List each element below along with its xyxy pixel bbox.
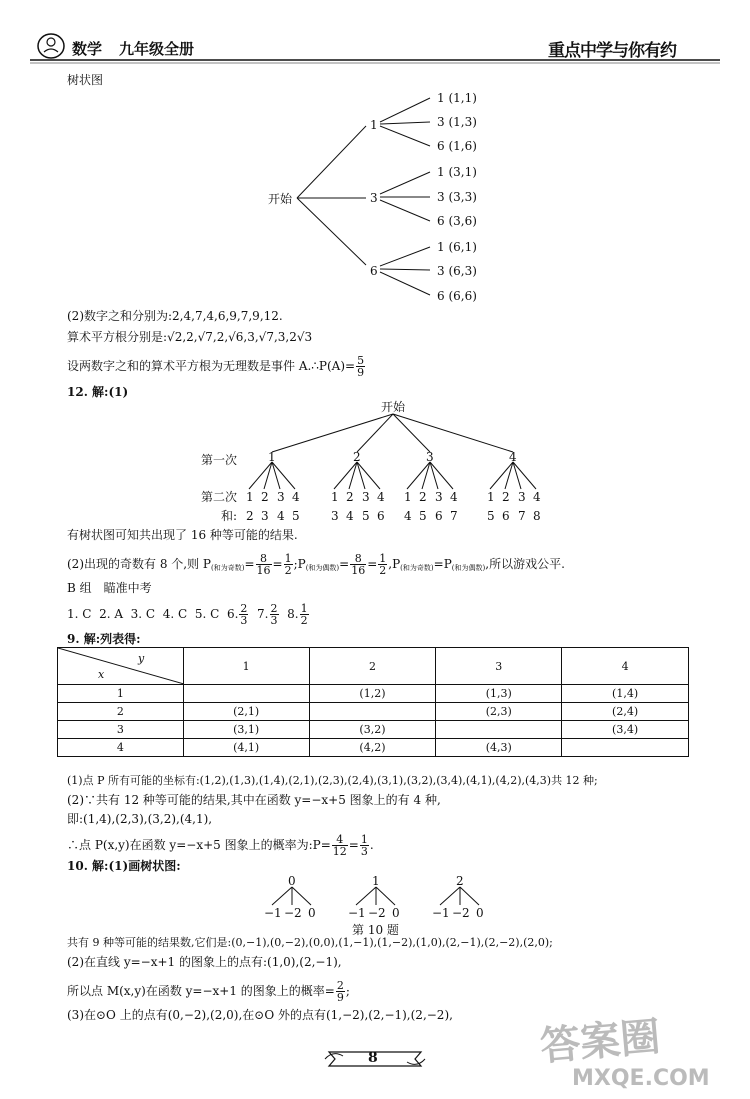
q10-leaf: −1: [264, 906, 282, 920]
q10-leaf: 0: [476, 906, 484, 920]
q10-leaf: 0: [392, 906, 400, 920]
q12-sum-digit: 7: [450, 509, 458, 523]
table-row: 2 (2,1) (2,3) (2,4): [58, 703, 689, 721]
q12-first: 1: [268, 450, 276, 464]
tree1-branch: 3: [370, 191, 378, 205]
q10-leaf: −1: [348, 906, 366, 920]
q12-first: 2: [353, 450, 361, 464]
q9-title: 9. 解:列表得:: [67, 632, 141, 646]
table-row: 4 (4,1) (4,2) (4,3): [58, 739, 689, 757]
q10-caption: 第 10 题: [352, 923, 399, 937]
tree1-label: 树状图: [67, 73, 104, 87]
tree1-leaf: 6 (1,6): [437, 139, 477, 153]
q11-line1: (2)数字之和分别为:2,4,7,4,6,9,7,9,12.: [67, 309, 283, 323]
watermark-url: MXQE.COM: [572, 1066, 710, 1091]
q12-first: 3: [426, 450, 434, 464]
q12-sum-digit: 2: [246, 509, 254, 523]
q10-root: 2: [456, 874, 464, 888]
q12-second-digit: 3: [277, 490, 285, 504]
q12-sum-digit: 5: [487, 509, 495, 523]
q11-roots: √2,2,√7,2,√6,3,√7,3,2√3: [167, 330, 313, 344]
q12-sum-digit: 3: [261, 509, 269, 523]
tree1-leaf: 3 (3,3): [437, 190, 477, 204]
q9-line4: ∴点 P(x,y)在函数 y=−x+5 图象上的概率为:P= $\frac{4}{12}$ = $\frac{1}{3}$ .: [67, 833, 374, 858]
q12-second-digit: 1: [487, 490, 495, 504]
q9-col-header: 1: [183, 648, 309, 685]
q11-line2: 算术平方根分别是:√2,2,√7,2,√6,3,√7,3,2√3: [67, 330, 313, 344]
q12-second-digit: 2: [502, 490, 510, 504]
q12-second-digit: 4: [377, 490, 385, 504]
q9-corner-cell: y x: [58, 648, 184, 685]
q12-sum-digit: 4: [277, 509, 285, 523]
header-grade: 九年级全册: [119, 40, 195, 58]
q12-sum-digit: 4: [346, 509, 354, 523]
tree1-branch: 6: [370, 264, 378, 278]
q12-sum-digit: 5: [292, 509, 300, 523]
q12-second-digit: 1: [404, 490, 412, 504]
q9-line1: (1)点 P 所有可能的坐标有:(1,2),(1,3),(1,4),(2,1),(2,3),(2,4),(3,1),(3,2),(3,4),(4,1),(4,2),(4,3)共 12 种;: [67, 774, 598, 787]
q12-second-digit: 2: [419, 490, 427, 504]
q12-row2-label: 第二次: [201, 490, 238, 504]
q11-line3: 设两数字之和的算术平方根为无理数是事件 A.∴P(A)= $\frac{5}{9}$: [67, 354, 365, 379]
header-subject: 数学: [72, 40, 103, 58]
q10-title: 10. 解:(1)画树状图:: [67, 859, 181, 873]
q12-sum-digit: 3: [331, 509, 339, 523]
page-number: 8: [368, 1050, 378, 1066]
tree1-root: 开始: [268, 192, 293, 206]
q12-row3-label: 和:: [221, 509, 238, 523]
q10-leaf: −2: [368, 906, 386, 920]
q12-sum-digit: 6: [502, 509, 510, 523]
q9-col-header: 2: [309, 648, 436, 685]
table-row: 1 (1,2) (1,3) (1,4): [58, 685, 689, 703]
q12-second-digit: 1: [246, 490, 254, 504]
q10-line3: 所以点 M(x,y)在函数 y=−x+1 的图象上的概率= $\frac{2}{9}$ ;: [67, 979, 350, 1004]
q9-col-header: 3: [436, 648, 562, 685]
header-series: 重点中学与你有约: [548, 41, 676, 61]
q12-sum-digit: 6: [377, 509, 385, 523]
tree1-leaf: 3 (1,3): [437, 115, 477, 129]
tree1-leaf: 1 (6,1): [437, 240, 477, 254]
q9-line2: (2)∵共有 12 种等可能的结果,其中在函数 y=−x+5 图象上的有 4 种,: [67, 793, 441, 807]
q12-second-digit: 3: [435, 490, 443, 504]
tree1-leaf: 6 (6,6): [437, 289, 477, 303]
q12-row1-label: 第一次: [201, 453, 238, 467]
tree1-leaf: 1 (1,1): [437, 91, 477, 105]
q12-second-digit: 4: [450, 490, 458, 504]
q10-root: 1: [372, 874, 380, 888]
q10-leaf: 0: [308, 906, 316, 920]
q12-part2: (2)出现的奇数有 8 个,则 $P_{(和为奇数)}=$ $\frac{8}{16}$ = $\frac{1}{2}$ $;P_{(和为偶数)}=$ $\frac{8}{16}$ = $\frac{1}{2}$ $,P_{(和为奇数)}=P_{(和为偶数)}$,所以游戏公平.: [67, 552, 565, 577]
tree1-leaf: 3 (6,3): [437, 264, 477, 278]
q12-second-digit: 1: [331, 490, 339, 504]
tree1-branch: 1: [370, 118, 378, 132]
q9-col-header: 4: [562, 648, 689, 685]
q10-leaf: −2: [284, 906, 302, 920]
watermark-logo: 答案圈: [538, 1013, 663, 1071]
groupB-answers: 1. C 2. A 3. C 4. C 5. C 6. $\frac{2}{3}$ 7. $\frac{2}{3}$ 8. $\frac{1}{2}$: [67, 602, 308, 627]
q12-second-digit: 2: [346, 490, 354, 504]
q12-sum-digit: 8: [533, 509, 541, 523]
table-row: 3 (3,1) (3,2) (3,4): [58, 721, 689, 739]
q10-root: 0: [288, 874, 296, 888]
q12-second-digit: 3: [362, 490, 370, 504]
q10-line2: (2)在直线 y=−x+1 的图象上的点有:(1,0),(2,−1),: [67, 955, 342, 969]
tree1-leaf: 1 (3,1): [437, 165, 477, 179]
q12-sum-digit: 6: [435, 509, 443, 523]
q12-title: 12. 解:(1): [67, 385, 129, 399]
q12-sum-digit: 7: [518, 509, 526, 523]
groupB-title: B 组 瞄准中考: [67, 581, 152, 595]
q12-second-digit: 3: [518, 490, 526, 504]
q12-second-digit: 4: [533, 490, 541, 504]
q12-root: 开始: [381, 400, 406, 414]
q12-first: 4: [509, 450, 517, 464]
q12-summary: 有树状图可知共出现了 16 种等可能的结果.: [67, 528, 298, 542]
q12-second-digit: 2: [261, 490, 269, 504]
q12-sum-digit: 4: [404, 509, 412, 523]
q12-sum-digit: 5: [362, 509, 370, 523]
tree1-leaf: 6 (3,6): [437, 214, 477, 228]
q12-second-digit: 4: [292, 490, 300, 504]
q9-line3: 即:(1,4),(2,3),(3,2),(4,1),: [67, 812, 213, 826]
q10-line4: (3)在⊙O 上的点有(0,−2),(2,0),在⊙O 外的点有(1,−2),(2,−1),(2,−2),: [67, 1008, 453, 1022]
q12-sum-digit: 5: [419, 509, 427, 523]
q10-line1: 共有 9 种等可能的结果数,它们是:(0,−1),(0,−2),(0,0),(1,−1),(1,−2),(1,0),(2,−1),(2,−2),(2,0);: [67, 936, 553, 949]
q10-leaf: −2: [452, 906, 470, 920]
q10-leaf: −1: [432, 906, 450, 920]
